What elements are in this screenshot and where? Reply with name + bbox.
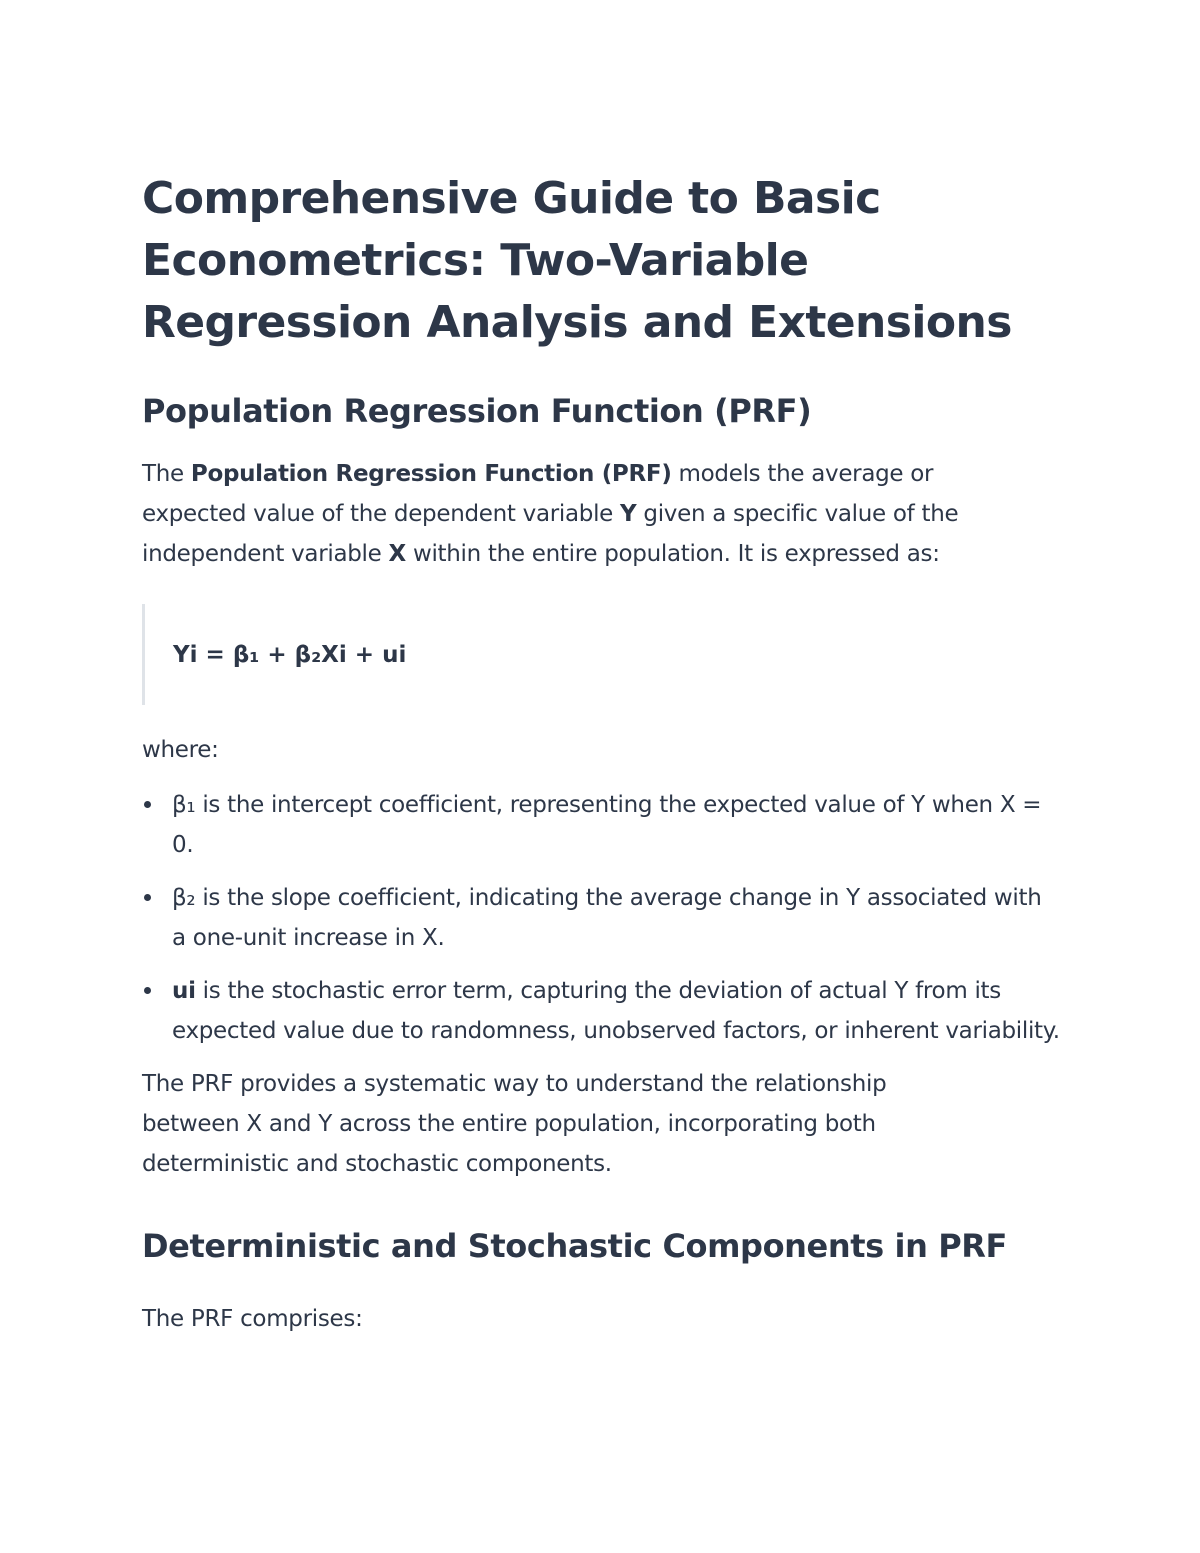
prf-formula: Yi = β₁ + β₂Xi + ui: [173, 642, 407, 668]
bullet-icon: [144, 801, 151, 808]
prf-intro-text-4: within the entire population. It is expressed as:: [405, 541, 940, 567]
bullet-icon: [144, 894, 151, 901]
prf-formula-blockquote: [142, 604, 1060, 705]
list-item-beta1: [142, 785, 1060, 865]
term-description: is the stochastic error term, capturing the deviation of actual Y from its expected value due to randomness, unobserved factors, or inherent variability.: [172, 978, 1060, 1044]
prf-summary-paragraph: The PRF provides a systematic way to understand the relationship between X and Y across the entire population, incorporating both deterministic and stochastic components.: [142, 1071, 887, 1177]
prf-intro-bold-x: X: [388, 541, 406, 567]
prf-intro-text-3: given a specific value of the independent variable: [142, 501, 959, 567]
bullet-icon: [144, 987, 151, 994]
term-symbol: β₁: [172, 792, 196, 818]
term-description: is the slope coefficient, indicating the average change in Y associated with a one-unit increase in X.: [172, 885, 1042, 951]
section-heading-components: Deterministic and Stochastic Components in PRF: [142, 1227, 1007, 1265]
list-item-ui: [142, 971, 1060, 1051]
prf-intro-paragraph: [142, 454, 1042, 574]
components-intro-paragraph: The PRF comprises:: [142, 1306, 363, 1332]
term-description: is the intercept coefficient, representing the expected value of Y when X = 0.: [172, 792, 1042, 858]
term-symbol: ui: [172, 978, 196, 1004]
prf-intro-text-1: The: [142, 461, 191, 487]
prf-intro-bold-y: Y: [620, 501, 637, 527]
where-label: where:: [142, 737, 219, 763]
coefficient-list: [142, 785, 1060, 1051]
prf-intro-bold-term: Population Regression Function (PRF): [190, 461, 672, 487]
list-item-beta2: [142, 878, 1060, 958]
term-symbol: β₂: [172, 885, 196, 911]
section-heading-prf: Population Regression Function (PRF): [142, 392, 812, 430]
prf-intro-text-2: models the average or expected value of the dependent variable: [142, 461, 934, 527]
page-title: Comprehensive Guide to Basic Econometrics: Two-Variable Regression Analysis and Extensions: [142, 173, 1012, 348]
